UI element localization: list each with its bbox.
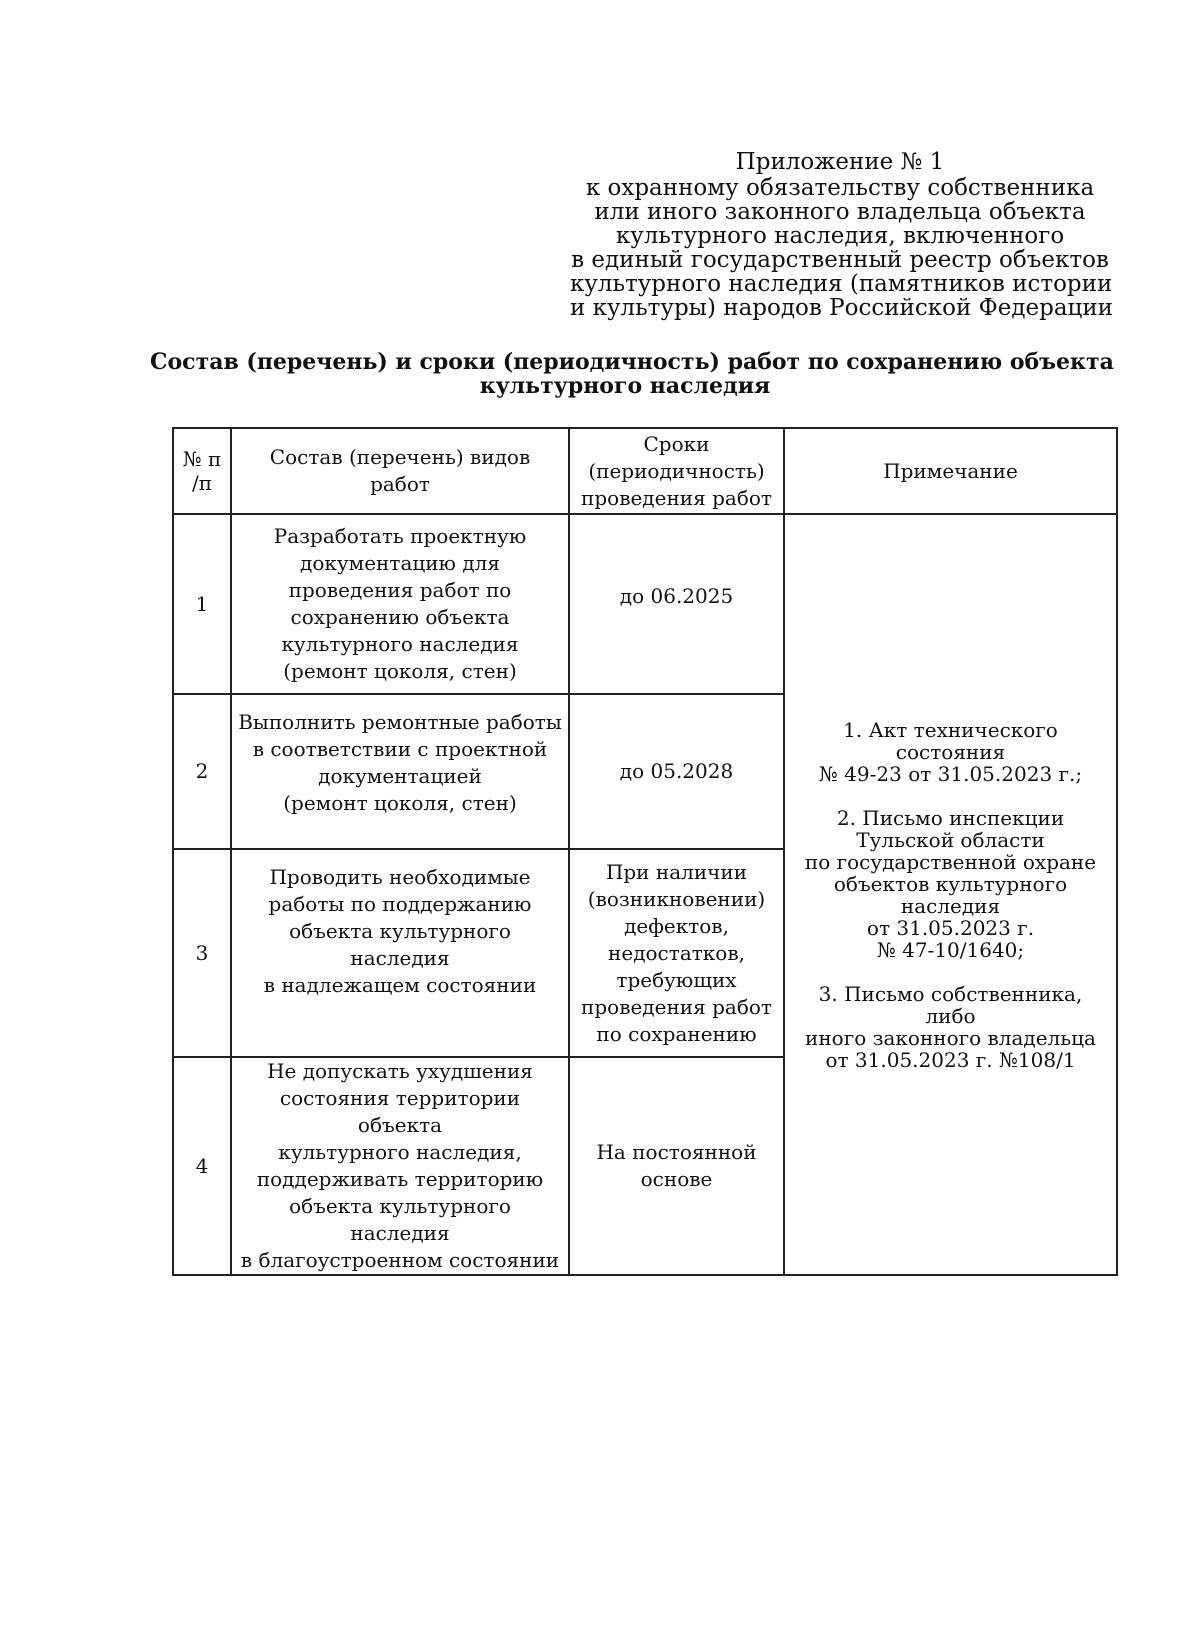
appendix-line: или иного законного владельца объекта: [594, 199, 1086, 225]
appendix-line: к охранному обязательству собственника: [585, 175, 1095, 201]
row-term: При наличии (возникновении) дефектов, недостатков, требующих проведения работ по сохранению: [569, 849, 784, 1057]
row-work: Проводить необходимые работы по поддержанию объекта культурного наследия в надлежащем состоянии: [231, 849, 569, 1057]
header-note: Примечание: [784, 428, 1117, 514]
header-term: Сроки (периодичность) проведения работ: [569, 428, 784, 514]
row-term: На постоянной основе: [569, 1057, 784, 1275]
works-table: [172, 427, 1118, 1276]
row-number: 1: [173, 514, 231, 694]
document-title: [150, 349, 1114, 399]
row-number: 2: [173, 694, 231, 849]
appendix-line: и культуры) народов Российской Федерации: [570, 295, 1113, 321]
row-number: 4: [173, 1057, 231, 1275]
appendix-line: культурного наследия, включенного: [615, 223, 1065, 249]
appendix-line: культурного наследия (памятников истории: [570, 271, 1113, 297]
title-line: культурного наследия: [479, 373, 771, 399]
header-number: № п /п: [173, 428, 231, 514]
header-work: Состав (перечень) видов работ: [231, 428, 569, 514]
appendix-heading: [570, 149, 1113, 321]
row-term: до 06.2025: [569, 514, 784, 694]
table-row: [173, 514, 1117, 694]
table-header-row: [173, 428, 1117, 514]
row-work: Не допускать ухудшения состояния территории объекта культурного наследия, поддерживать территорию объекта культурного наследия в благоустроенном состоянии: [231, 1057, 569, 1275]
note-cell: 1. Акт технического состояния № 49-23 от 31.05.2023 г.; 2. Письмо инспекции Тульской области по государственной охране объектов культурного наследия от 31.05.2023 г. № 47-10/1640; 3. Письмо собственника, либо иного законного владельца от 31.05.2023 г. №108/1: [784, 514, 1117, 1275]
title-line: Состав (перечень) и сроки (периодичность) работ по сохранению объекта: [150, 349, 1114, 375]
row-work: Выполнить ремонтные работы в соответствии с проектной документацией (ремонт цоколя, стен): [231, 694, 569, 849]
row-number: 3: [173, 849, 231, 1057]
appendix-line: в единый государственный реестр объектов: [571, 247, 1109, 273]
row-work: Разработать проектную документацию для проведения работ по сохранению объекта культурного наследия (ремонт цоколя, стен): [231, 514, 569, 694]
row-term: до 05.2028: [569, 694, 784, 849]
appendix-number: Приложение № 1: [735, 149, 945, 175]
